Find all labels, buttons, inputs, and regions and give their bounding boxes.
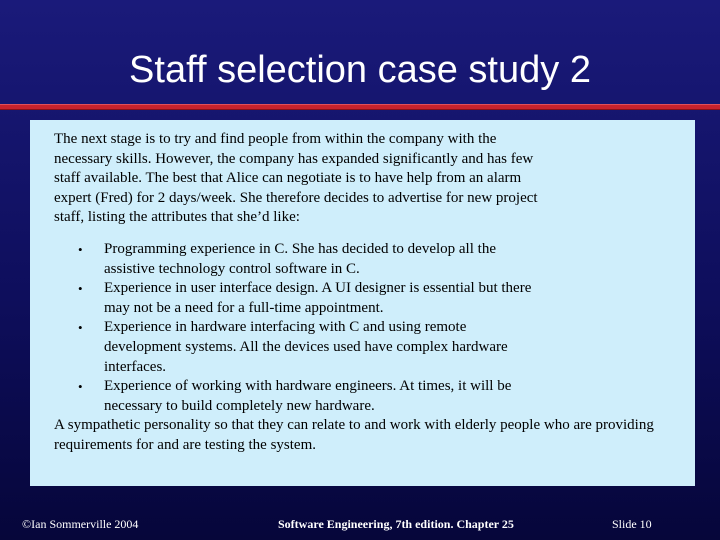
footer-copyright: ©Ian Sommerville 2004 (22, 517, 139, 531)
list-item-text: Experience of working with hardware engineers. At times, it will be necessary to build completely new hardware. (104, 378, 512, 414)
content-box (30, 120, 695, 486)
footer-book-title: Software Engineering, 7th edition. Chapter 25 (278, 517, 514, 531)
list-item (54, 279, 544, 318)
bullet-icon: • (78, 281, 83, 297)
attribute-list (54, 240, 675, 416)
list-item (54, 318, 544, 377)
title-divider (0, 104, 720, 110)
list-item (54, 240, 544, 279)
closing-paragraph: A sympathetic personality so that they can relate to and work with elderly people who are providing requirements for and are testing the system. (54, 417, 654, 453)
list-item (54, 377, 544, 416)
list-item-text: Programming experience in C. She has decided to develop all the assistive technology control software in C. (104, 240, 496, 277)
slide-title: Staff selection case study 2 (129, 49, 591, 91)
bullet-icon: • (78, 241, 83, 257)
bullet-icon: • (78, 379, 83, 395)
footer-slide-number: Slide 10 (612, 517, 652, 531)
bullet-icon: • (78, 320, 83, 336)
list-item-text: Experience in user interface design. A UI designer is essential but there may not be a need for a full-time appointment. (104, 280, 532, 316)
intro-paragraph: The next stage is to try and find people from within the company with the necessary skills. However, the company has expanded significantly and has few staff available. The best that Alice can negotiate is to have help from an alarm expert (Fred) for 2 days/week. She therefore decides to advertise for new project staff, listing the attributes that she’d like: (54, 131, 538, 226)
list-item-text: Experience in hardware interfacing with C and using remote development systems. All the devices used have complex hardware interfaces. (104, 319, 508, 375)
